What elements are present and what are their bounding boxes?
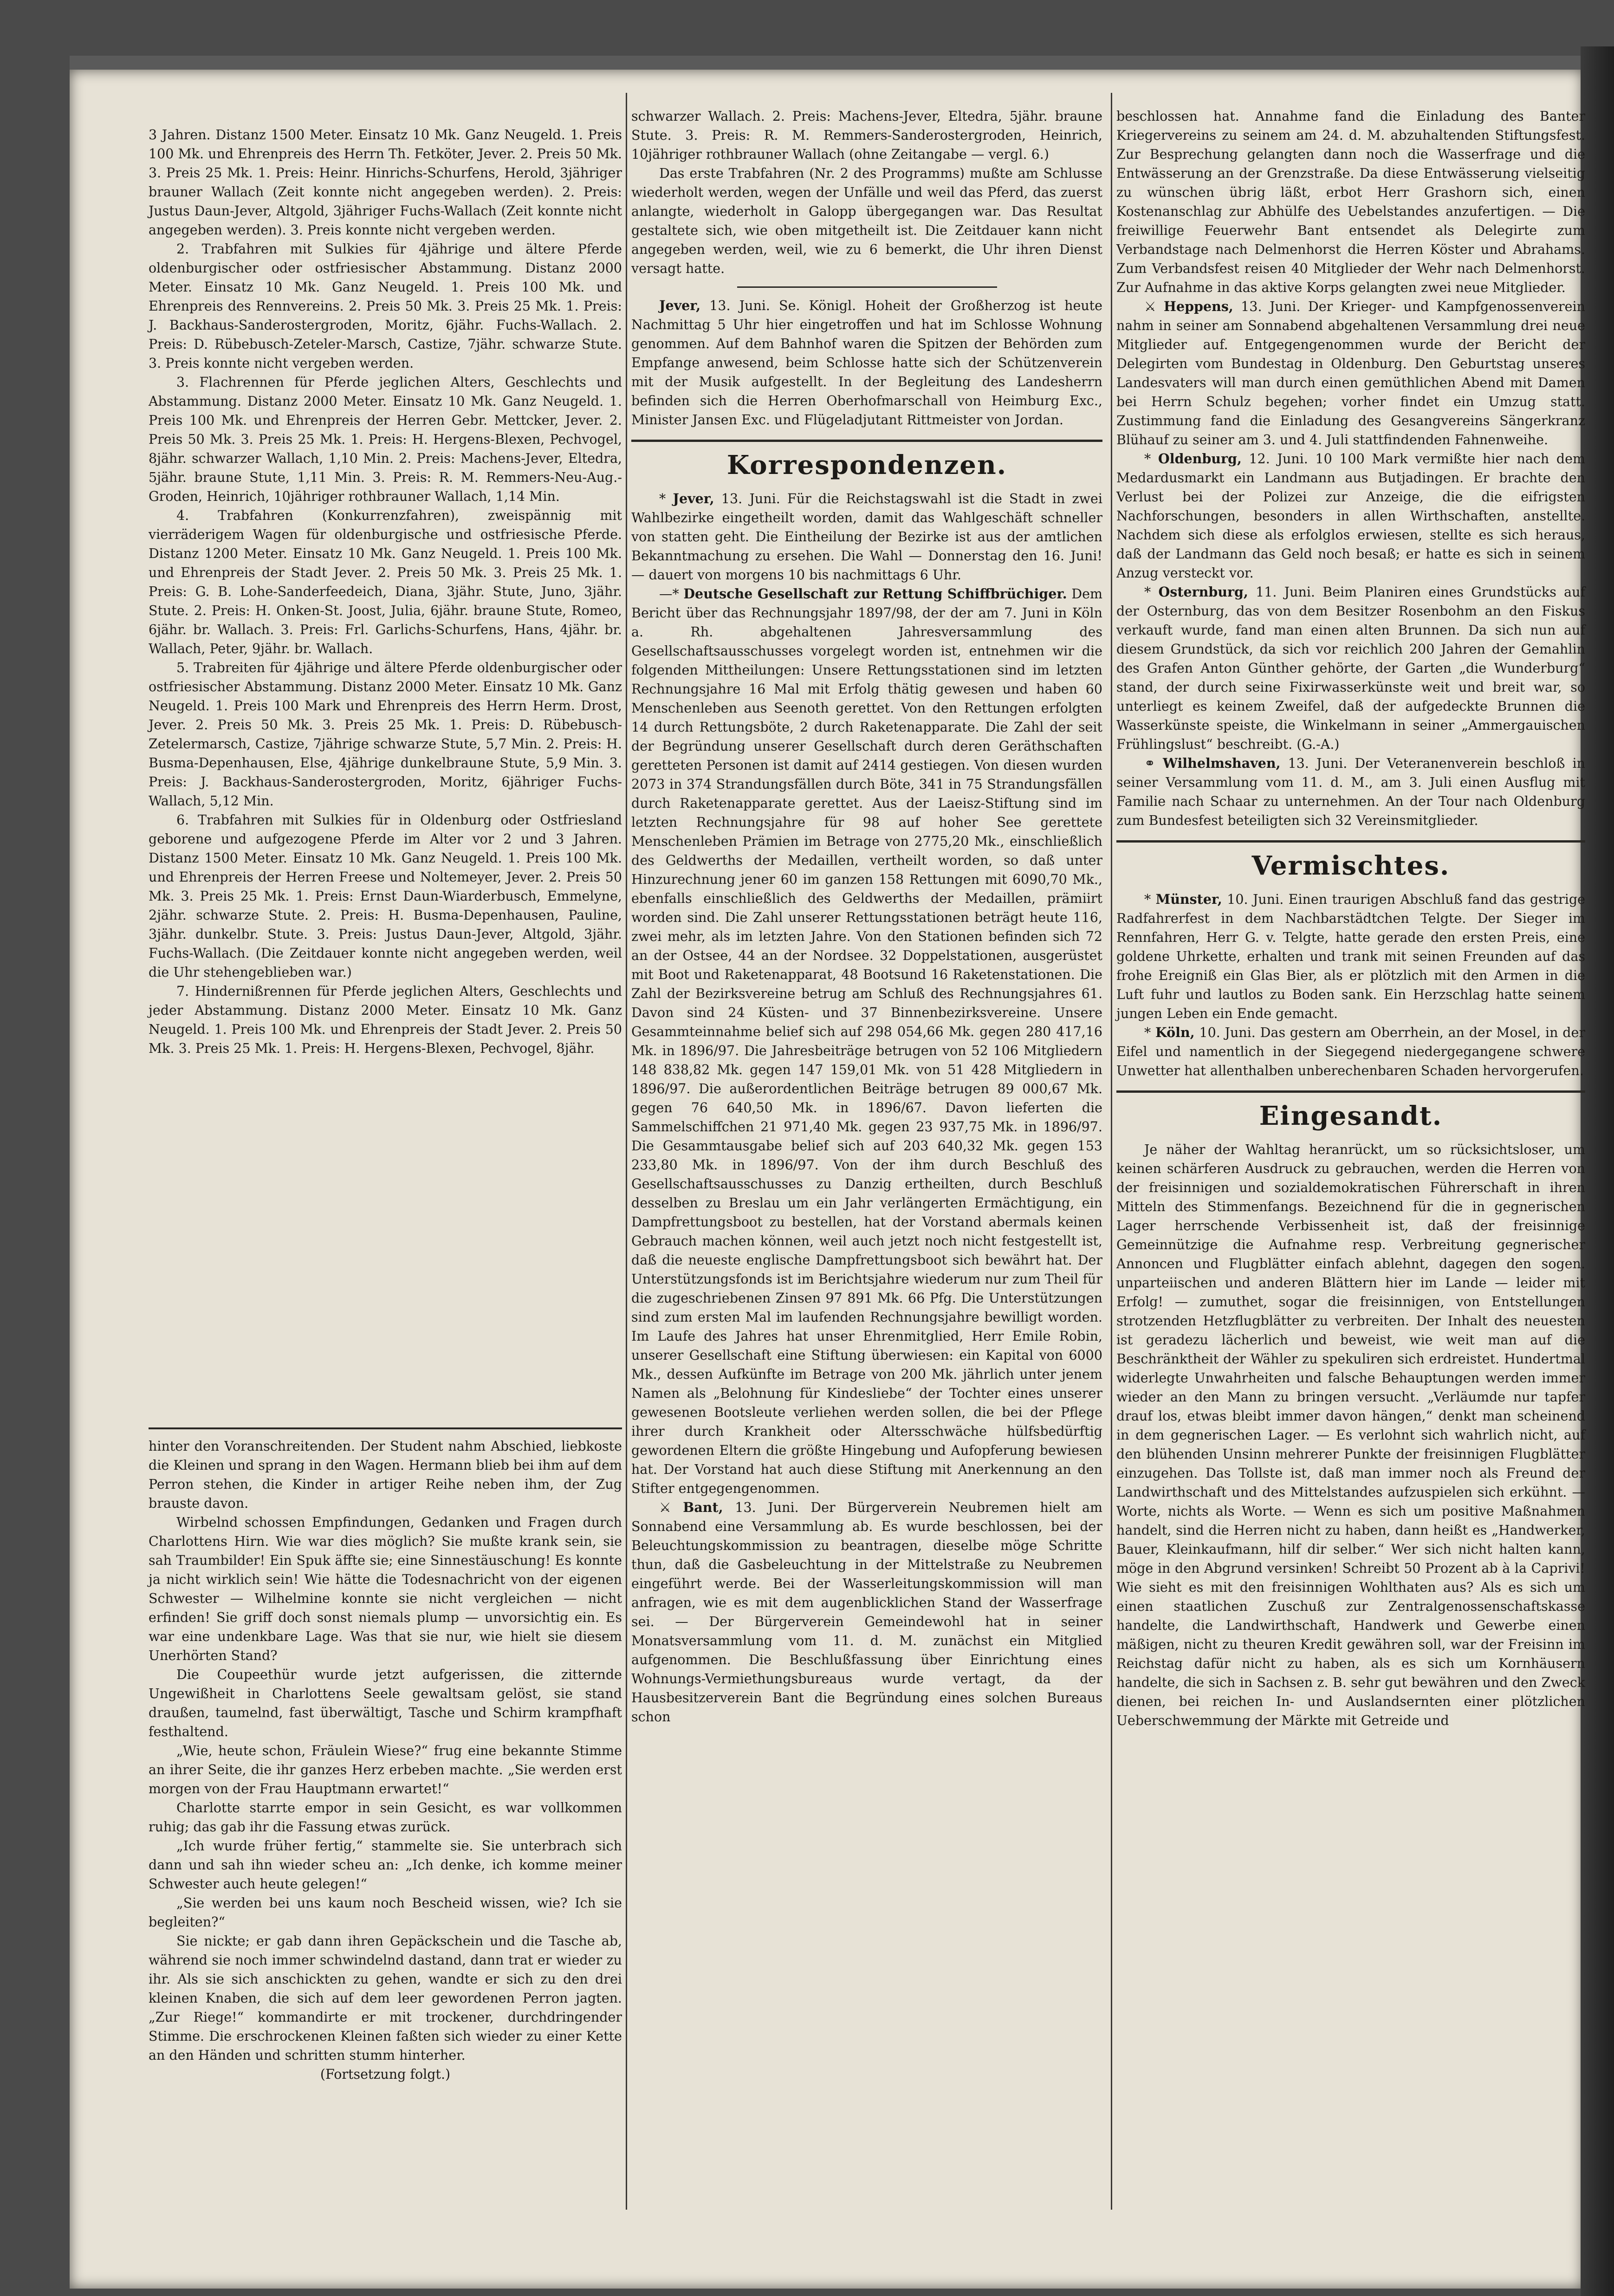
news-text: 13. Juni. Für die Reichstagswahl ist die Stadt in zwei Wahlbezirke eingetheilt worden, damit das Wahlgeschäft schneller von statten geht. Die Eintheilung der Bezirke ist aus der amtlichen Bekanntmachung zu ersehen. Die Wahl — Donnerstag den 16. Juni! — dauert von morgens 10 bis nachmittags 6 Uhr. — [631, 491, 1103, 583]
news-item-jever-grand-duke — [631, 296, 1102, 429]
section-rule — [1116, 840, 1585, 843]
news-place: Wilhelmshaven, — [1162, 755, 1281, 771]
news-place: Jever, — [673, 491, 714, 506]
news-item — [1116, 754, 1585, 830]
news-text: 12. Juni. 10 100 Mark vermißte hier nach dem Medardusmarkt ein Landmann aus Butjadingen. Er brachte den Verlust bei der Polizei zur Anzeige, die die eifrigsten Nachforschungen, besonders in allen Wirthschaften, anstellte. Nachdem sich diese als erfolglos erwiesen, stellte es sich heraus, daß der Landmann das Geld noch besaß; er hatte es sich in seinem Anzug versteckt vor. — [1116, 451, 1586, 581]
scan-binding-edge — [1581, 46, 1614, 2296]
section-rule — [631, 440, 1102, 442]
section-rule — [1116, 1090, 1585, 1093]
race-paragraph: 3. Flachrennen für Pferde jeglichen Alters, Geschlechts und Abstammung. Distanz 2000 Meter. Einsatz 10 Mk. Ganz Neugeld. 1. Preis 100 Mk. und Ehrenpreis der Herren Gebr. Mettcker, Jever. 2. Preis 50 Mk. 3. Preis 25 Mk. 1. Preis: H. Hergens-Blexen, Pechvogel, 8jähr. schwarzer Wallach, 1,10 Min. 2. Preis: Machens-Jever, Eltedra, 5jähr. braune Stute, 1,11 Min. 3. Preis: R. M. Remmers-Neu-Aug.-Groden, Heinrich, 10jähriger rothbrauner Wallach, 1,14 Min. — [149, 375, 622, 504]
story-paragraph: Die Coupeethür wurde jetzt aufgerissen, die zitternde Ungewißheit in Charlottens Seele gewaltsam gelöst, sie stand draußen, taumelnd, fast überwältigt, Tasche und Schirm krampfhaft festhaltend. — [149, 1667, 622, 1739]
race-note-paragraph: Das erste Trabfahren (Nr. 2 des Programms) mußte am Schlusse wiederholt werden, wegen der Unfälle und weil das Pferd, das zuerst anlangte, wiederholt in Galopp übergegangen war. Das Resultat gestaltete sich, wie oben mitgetheilt ist. Die Zeitdauer kann nicht angegeben werden, weil, wie zu 6 bemerkt, die Uhr ihren Dienst versagt hatte. — [631, 166, 1102, 276]
news-place: Oldenburg, — [1158, 451, 1242, 467]
race-paragraph: 4. Trabfahren (Konkurrenzfahren), zweispännig mit vierräderigem Wagen für oldenburgische und ostfriesische Pferde. Distanz 1200 Meter. Einsatz 10 Mk. Ganz Neugeld. 1. Preis 100 Mk. und Ehrenpreis der Stadt Jever. 2. Preis 50 Mk. 3. Preis 25 Mk. 1. Preis: G. B. Lohe-Sanderfeedeich, Diana, 3jähr. Stute, Juno, 3jähr. Stute. 2. Preis: H. Onken-St. Joost, Julia, 6jähr. braune Stute, Romeo, 6jähr. br. Wallach. 3. Preis: Frl. Garlichs-Schurfens, Hans, 4jähr. br. Wallach, Peter, 9jähr. br. Wallach. — [149, 508, 622, 656]
item-marker: * — [1144, 892, 1151, 907]
race-paragraph: 7. Hindernißrennen für Pferde jeglichen Alters, Geschlechts und jeder Abstammung. Distanz 2000 Meter. Einsatz 10 Mk. Ganz Neugeld. 1. Preis 100 Mk. und Ehrenpreis der Stadt Jever. 2. Preis 50 Mk. 3. Preis 25 Mk. 1. Preis: H. Hergens-Blexen, Pechvogel, 8jähr. — [149, 984, 622, 1056]
news-text: 10. Juni. Das gestern am Oberrhein, an der Mosel, in der Eifel und namentlich in der Siegegend niedergegangene schwere Unwetter hat allenthalben unberechenbaren Schaden hervorgerufen. — [1116, 1025, 1586, 1078]
story-paragraph: „Ich wurde früher fertig,“ stammelte sie. Sie unterbrach sich dann und sah ihn wieder scheu an: „Ich denke, ich komme meiner Schwester auch heute gelegen!“ — [149, 1838, 622, 1892]
news-place: Bant, — [683, 1499, 723, 1515]
news-item — [1116, 297, 1585, 449]
continuation-note: (Fortsetzung folgt.) — [320, 2067, 451, 2082]
item-marker: * — [1144, 584, 1151, 600]
news-item — [631, 584, 1102, 1498]
news-place: Heppens, — [1164, 298, 1233, 314]
news-place: Osternburg, — [1158, 584, 1248, 600]
column-1-race-results — [149, 125, 622, 1058]
story-paragraph: Charlotte starrte empor in sein Gesicht, es war vollkommen ruhig; das gab ihr die Fassung etwas zurück. — [149, 1800, 622, 1835]
news-text: 10. Juni. Einen traurigen Abschluß fand das gestrige Radfahrerfest in dem Nachbarstädtchen Telgte. Der Sieger im Rennfahren, Herr G. v. Telgte, hatte gerade den ersten Preis, eine goldene Uhrkette, erhalten und trank mit seinen Freunden auf das frohe Ereigniß ein Glas Bier, als er plötzlich mit den Armen in die Luft fuhr und lautlos zu Boden sank. Ein Herzschlag hatte seinem jungen Leben ein Ende gemacht. — [1116, 892, 1585, 1021]
column-3 — [1116, 107, 1585, 1730]
column-1-feuilleton — [149, 1437, 622, 2084]
race-paragraph: 2. Trabfahren mit Sulkies für 4jährige und ältere Pferde oldenburgischer oder ostfriesischer Abstammung. Distanz 2000 Meter. Einsatz 10 Mk. Ganz Neugeld. 1. Preis 100 Mk. und Ehrenpreis des Rennvereins. 2. Preis 50 Mk. 3. Preis 25 Mk. 1. Preis: J. Backhaus-Sanderostergroden, Moritz, 6jähr. Fuchs-Wallach. 2. Preis: D. Rübebusch-Zeteler-Marsch, Castize, 7jähr. schwarze Stute. 3. Preis konnte nicht vergeben werden. — [149, 241, 622, 371]
news-place: Deutsche Gesellschaft zur Rettung Schiffbrüchiger. — [683, 586, 1067, 602]
column-2 — [631, 107, 1102, 1726]
item-marker: ⚔ — [659, 1500, 671, 1515]
news-item — [1116, 1023, 1585, 1080]
news-continuation: beschlossen hat. Annahme fand die Einladung des Banter Kriegervereins zu seinem am 24. d. M. abzuhaltenden Stiftungsfest. Zur Besprechung gelangten dann noch die Wasserfrage und die Entwässerung an der Grenzstraße. Da diese Entwässerung vielseitig zu wünschen übrig läßt, erbot Herr Grashorn sich, einen Kostenanschlag zur Abhülfe des Uebelstandes anzufertigen. — Die freiwillige Feuerwehr Bant entsendet als Delegirte zum Verbandstage nach Delmenhorst die Herren Köster und Abrahams. Zum Verbandsfest reisen 40 Mitglieder der Wehr nach Delmenhorst. Zur Aufnahme in das aktive Korps gelangten zwei neue Mitglieder. — [1116, 109, 1585, 295]
news-item — [1116, 890, 1585, 1023]
news-item — [1116, 583, 1585, 754]
news-place: Jever, — [659, 298, 701, 313]
item-marker: —* — [659, 586, 679, 602]
news-text: 11. Juni. Beim Planiren eines Grundstücks auf der Osternburg, das von dem Besitzer Rosenbohm an den Fiskus verkauft wurde, fand man einen alten Brunnen. Da sich nun auf diesem Grundstück, da sich vor reichlich 200 Jahren der Gemahlin des Grafen Anton Günther gehörte, der Garten „die Wunderburg“ stand, der durch seine Fixirwasserkünste weit und breit war, so unterliegt es keinem Zweifel, daß der aufgedeckte Brunnen die Wasserkünste speiste, die Winkelmann in seiner „Ammergauischen Frühlingslust“ beschreibt. (G.-A.) — [1116, 584, 1586, 752]
race-paragraph: schwarzer Wallach. 2. Preis: Machens-Jever, Eltedra, 5jähr. braune Stute. 3. Preis: R. M. Remmers-Sanderostergroden, Heinrich, 10jähriger rothbrauner Wallach (ohne Zeitangabe — vergl. 6.) — [631, 109, 1102, 162]
item-marker: * — [1144, 1025, 1151, 1040]
column-divider-2 — [1111, 93, 1112, 2210]
news-text: 13. Juni. Se. Königl. Hoheit der Großherzog ist heute Nachmittag 5 Uhr hier eingetroffen und hat im Schlosse Wohnung genommen. Auf dem Bahnhof waren die Spitzen der Behörden zum Empfange anwesend, beim Schlosse hatte sich der Schützenverein mit der Musik aufgestellt. In der Begleitung des Landesherrn befinden sich die Herren Oberhofmarschall von Heimburg Exc., Minister Jansen Exc. und Flügeladjutant Rittmeister von Jordan. — [631, 298, 1102, 428]
item-marker: * — [1144, 451, 1151, 467]
story-paragraph: „Wie, heute schon, Fräulein Wiese?“ frug eine bekannte Stimme an ihrer Seite, die ihr ganzes Herz erbeben machte. „Sie werden erst morgen von der Frau Hauptmann erwartet!“ — [149, 1743, 622, 1797]
story-paragraph: Wirbelnd schossen Empfindungen, Gedanken und Fragen durch Charlottens Hirn. Wie war dies möglich? Sie mußte krank sein, sie sah Traumbilder! Ein Spuk äffte sie; eine Sinnestäuschung! Es konnte ja nicht wirklich sein! Wie hätte die Todesnachricht von der eigenen Schwester — Wilhelmine konnte sie nicht vergleichen — nicht erfinden! Sie griff doch sonst niemals plump — unvorsichtig ein. Es war eine undenkbare Lage. Was that sie nur, wie hielt sie diesem Unerhörten Stand? — [149, 1515, 622, 1663]
news-item — [631, 489, 1102, 584]
letter-to-editor: Je näher der Wahltag heranrückt, um so rücksichtsloser, um keinen schärferen Ausdruck zu gebrauchen, werden die Herren von der freisinnigen und sozialdemokratischen Führerschaft in ihren Mitteln des Stimmenfangs. Bezeichnend für die in gegnerischen Lager herrschende Verbissenheit ist, daß der freisinnige Gemeinnützige die Aufnahme resp. Verbreitung gegnerischer Annoncen und Flugblätter einfach ablehnt, dagegen den sogen. unparteiischen und anderen Blättern hier im Lande — leider mit Erfolg! — zumuthet, sogar die freisinnigen, von Entstellungen strotzenden Hetzflugblätter zu verbreiten. Der Inhalt des neuesten ist geradezu lächerlich und beweist, wie weit man auf die Beschränktheit der Wähler zu spekuliren sich erdreistet. Hundertmal widerlegte Unwahrheiten und falsche Behauptungen werden immer wieder an den Mann zu bringen versucht. „Verläumde nur tapfer drauf los, etwas bleibt immer davon hängen,“ denkt man scheinend in dem gegnerischen Lager. — Es verlohnt sich wahrlich nicht, auf den blühenden Unsinn mehrerer Punkte der freisinnigen Flugblätter einzugehen. Das Tollste ist, daß man immer noch als Freund der Landwirthschaft und des Mittelstandes aufzuspielen sich erkühnt. — Worte, nichts als Worte. — Wenn es sich um positive Maßnahmen handelt, sind die Herren nicht zu haben, dann heißt es „Handwerker, Bauer, Kleinkaufmann, hilf dir selber.“ Wer sich nicht halten kann, möge in den Abgrund versinken! Schreibt 50 Prozent ab à la Caprivi! Wie sieht es mit den freisinnigen Wohlthaten aus? Als es sich um einen staatlichen Zuschuß zur Zentralgenossenschaftskasse handelte, die Landwirthschaft, Handwerk und Gewerbe einen mäßigen, nicht zu theuren Kredit gewähren soll, war der Freisinn im Reichstag dafür nicht zu haben, als es sich um Kornhäusern handelte, die sich in Sachsen z. B. sehr gut bewähren und den Zweck dienen, bei reichen In- und Auslandsernten einer plötzlichen Ueberschwemmung der Märkte mit Getreide und — [1116, 1142, 1585, 1728]
section-heading-correspondence: Korrespondenzen. — [726, 450, 1007, 480]
item-marker: ⚔ — [1144, 299, 1156, 314]
item-marker: * — [659, 491, 666, 506]
news-item — [631, 1498, 1102, 1726]
feuilleton-separator — [149, 1427, 622, 1429]
news-text: 13. Juni. Der Bürgerverein Neubremen hielt am Sonnabend eine Versammlung ab. Es wurde beschlossen, bei der Beleuchtungskommission zu beantragen, dieselbe möge Schritte thun, daß die Gasbeleuchtung in der Mittelstraße zu Neubremen eingeführt werde. Bei der Wasserleitungskommission will man anfragen, wie es mit dem augenblicklichen Stand der Wasserfrage sei. — Der Bürgerverein Gemeindewohl hat in seiner Monatsversammlung vom 11. d. M. zunächst ein Mitglied aufgenommen. Die Beschlußfassung über Einrichtung eines Wohnungs-Vermiethungsbureaus wurde vertagt, da der Hausbesitzerverein Bant die Begründung eines solchen Bureaus schon — [631, 1500, 1103, 1725]
news-text: 13. Juni. Der Veteranenverein beschloß in seiner Versammlung vom 11. d. M., am 3. Juli einen Ausflug mit Familie nach Schaar zu unternehmen. An der Tour nach Oldenburg zum Bundesfest beteiligten sich 32 Vereinsmitglieder. — [1116, 756, 1586, 828]
race-paragraph: 3 Jahren. Distanz 1500 Meter. Einsatz 10 Mk. Ganz Neugeld. 1. Preis 100 Mk. und Ehrenpreis des Herrn Th. Fetköter, Jever. 2. Preis 50 Mk. 3. Preis 25 Mk. 1. Preis: Heinr. Hinrichs-Schurfens, Herold, 3jähriger brauner Wallach (Zeit konnte nicht angegeben werden). 2. Preis: Justus Daun-Jever, Altgold, 3jähriger Fuchs-Wallach (Zeit konnte nicht angegeben werden). 3. Preis konnte nicht vergeben werden. — [149, 127, 622, 238]
news-place: Köln, — [1155, 1025, 1195, 1040]
news-text: 13. Juni. Der Krieger- und Kampfgenossenverein nahm in seiner am Sonnabend abgehaltenen Versammlung drei neue Mitglieder auf. Entgegengenommen wurde der Bericht der Delegirten vom Bundestag in Oldenburg. Den Geburtstag unseres Landesvaters will man durch einen gemüthlichen Abend mit Damen bei Herrn Schulz begehen; vorher findet ein Umzug statt. Zustimmung fand die Einladung des Gesangvereins Sängerkranz Blühauf zu seiner am 3. und 4. Juli stattfindenden Fahnenweihe. — [1116, 299, 1585, 448]
story-paragraph: Sie nickte; er gab dann ihren Gepäckschein und die Tasche ab, während sie noch immer schwindelnd dastand, dann trat er wieder zu ihr. Als sie sich anschickten zu gehen, wandte er sich zu den drei kleinen Knaben, die sich auf dem leer gewordenen Perron jagten. „Zur Riege!“ kommandirte er mit trockener, durchdringender Stimme. Die erschrockenen Kleinen faßten sich wieder zu einer Kette an den Händen und schritten stumm hinterher. — [149, 1933, 622, 2063]
news-text: Dem Bericht über das Rechnungsjahr 1897/98, der der am 7. Juni in Köln a. Rh. abgehaltenen Jahresversammlung des Gesellschaftsausschusses vorgelegt worden ist, entnehmen wir die folgenden Mittheilungen: Unsere Rettungsstationen sind im letzten Rechnungsjahre 16 Mal mit Erfolg thätig gewesen und haben 60 Menschenleben aus Seenoth gerettet. Von den Rettungen erfolgten 14 durch Rettungsböte, 2 durch Raketenapparate. Die Zahl der seit der Begründung unserer Gesellschaft durch deren Geräthschaften geretteten Personen ist damit auf 2414 gestiegen. Von diesen wurden 2073 in 374 Strandungsfällen durch Böte, 341 in 75 Strandungsfällen durch Raketenapparate gerettet. Aus der Laeisz-Stiftung sind im letzten Rechnungsjahre für 98 auf hoher See gerettete Menschenleben Prämien im Betrage von 2775,20 Mk., einschließlich des Geldwerths der Medaillen, vertheilt worden, so daß unter Hinzurechnung jener 60 im ganzen 158 Rettungen mit 6090,70 Mk., ebenfalls einschließlich des Geldwerths der Medaillen, prämiirt worden sind. Die Zahl unserer Rettungsstationen beträgt heute 116, zwei mehr, als im letzten Jahre. Von den Stationen befinden sich 72 an der Ostsee, 44 an der Nordsee. 32 Doppelstationen, ausgerüstet mit Boot und Raketenapparat, 48 Bootsund 16 Raketenstationen. Die Zahl der Bezirksvereine betrug am Schluß des Rechnungsjahres 61. Davon sind 24 Küsten- und 37 Binnenbezirksvereine. Unsere Gesammteinnahme belief sich auf 298 054,66 Mk. gegen 280 417,16 Mk. in 1896/97. Die Jahresbeiträge betrugen von 52 106 Mitgliedern 148 838,82 Mk. gegen 147 159,01 Mk. von 51 428 Mitgliedern in 1896/97. Die außerordentlichen Beiträge betrugen 89 000,67 Mk. gegen 76 640,50 Mk. in 1896/67. Davon lieferten die Sammelschiffchen 21 971,40 Mk. gegen 23 937,75 Mk. in 1896/97. Die Gesammtausgabe belief sich auf 203 640,32 Mk. gegen 153 233,80 Mk. in 1896/97. Von der ihm durch Beschluß des Gesellschaftsausschusses zu Danzig ertheilten, durch Beschluß desselben zu Breslau um ein Jahr verlängerten Ermächtigung, ein Dampfrettungsboot zu bestellen, hat der Vorstand abermals keinen Gebrauch machen können, weil auch jetzt noch nicht festgestellt ist, daß die neueste englische Dampfrettungsboot sich bewährt hat. Der Unterstützungsfonds ist im Berichtsjahre wiederum nur zum Theil für die zugeschriebenen Zinsen 97 891 Mk. 66 Pfg. Die Unterstützungen sind zum ersten Mal im laufenden Rechnungsjahre bewilligt worden. Im Laufe des Jahres hat unser Ehrenmitglied, Herr Emile Robin, unserer Gesellschaft eine Stiftung überwiesen: ein Kapital von 6000 Mk., dessen Aufkünfte im Betrage von 200 Mk. jährlich unter jenem Namen als „Belohnung für Kindesliebe“ der Tochter eines unserer gewesenen Bootsleute verliehen werden sollen, die bei der Pflege ihrer durch Krankheit oder Altersschwäche hülfsbedürftig gewordenen Eltern die größte Hingebung und Aufopferung bewiesen hat. Der Vorstand hat auch diese Stiftung mit Anerkennung an den Stifter entgegengenommen. — [631, 586, 1103, 1496]
section-heading-vermischtes: Vermischtes. — [1251, 850, 1450, 881]
race-paragraph: 6. Trabfahren mit Sulkies für in Oldenburg oder Ostfriesland geborene und aufgezogene Pferde im Alter vor 2 und 3 Jahren. Distanz 1500 Meter. Einsatz 10 Mk. Ganz Neugeld. 1. Preis 100 Mk. und Ehrenpreis der Herren Freese und Noltemeyer, Jever. 2. Preis 50 Mk. 3. Preis 25 Mk. 1. Preis: Ernst Daun-Wiarderbusch, Emmelyne, 2jähr. schwarze Stute. 2. Preis: H. Busma-Depenhausen, Pauline, 3jähr. dunkelbr. Stute. 3. Preis: Justus Daun-Jever, Altgold, 3jähr. Fuchs-Wallach. (Die Zeitdauer konnte nicht angegeben werden, weil die Uhr stehengeblieben war.) — [149, 812, 622, 980]
story-paragraph: „Sie werden bei uns kaum noch Bescheid wissen, wie? Ich sie begleiten?“ — [149, 1895, 622, 1930]
short-rule — [737, 286, 997, 288]
race-paragraph: 5. Trabreiten für 4jährige und ältere Pferde oldenburgischer oder ostfriesischer Abstammung. Distanz 2000 Meter. Einsatz 10 Mk. Ganz Neugeld. 1. Preis 100 Mark und Ehrenpreis des Herrn Herm. Drost, Jever. 2. Preis 50 Mk. 3. Preis 25 Mk. 1. Preis: D. Rübebusch-Zetelermarsch, Castize, 7jährige schwarze Stute, 5,7 Min. 2. Preis: H. Busma-Depenhausen, Else, 4jährige dunkelbraune Stute, 5,9 Min. 3. Preis: J. Backhaus-Sanderostergroden, Moritz, 6jähriger Fuchs-Wallach, 5,12 Min. — [149, 660, 622, 809]
section-heading-eingesandt: Eingesandt. — [1259, 1101, 1443, 1131]
story-paragraph: hinter den Voranschreitenden. Der Student nahm Abschied, liebkoste die Kleinen und sprang in den Wagen. Hermann blieb bei ihm auf dem Perron stehen, die Kinder in artiger Reihe neben ihm, der Zug brauste davon. — [149, 1439, 622, 1511]
column-divider-1 — [626, 93, 627, 2210]
news-place: Münster, — [1155, 891, 1222, 907]
news-item — [1116, 449, 1585, 583]
item-marker: ⚭ — [1144, 756, 1155, 771]
